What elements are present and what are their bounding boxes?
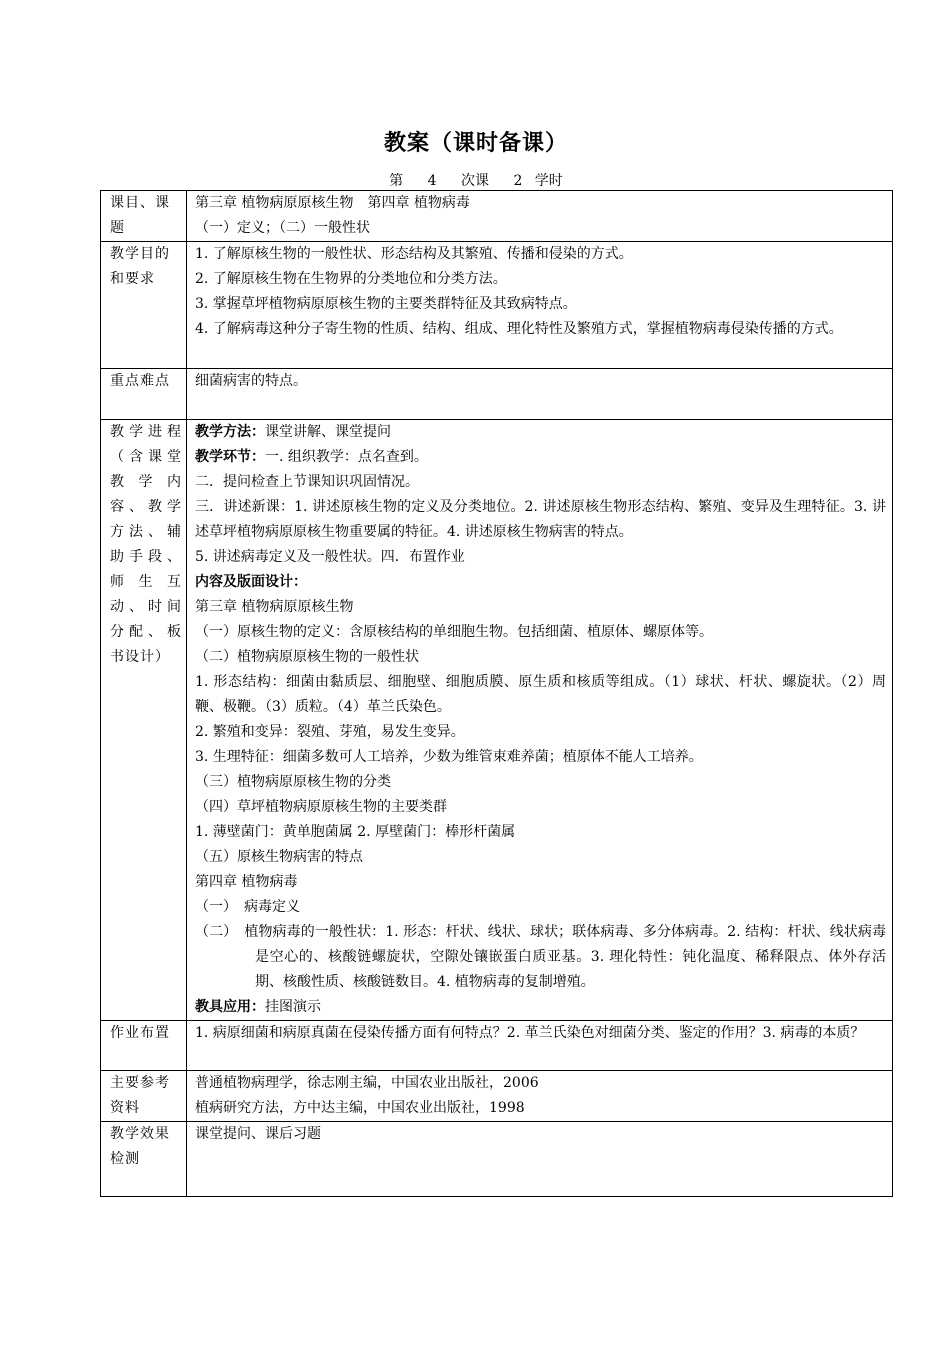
- content-key: [187, 369, 893, 420]
- design-line: 3. 生理特征：细菌多数可人工培养，少数为维管束难养菌；植原体不能人工培养。: [195, 749, 703, 765]
- eval-text: 课堂提问、课后习题: [195, 1126, 321, 1142]
- content-refs: [187, 1071, 893, 1122]
- steps-key: 教学环节：: [195, 449, 265, 465]
- content-course: [187, 191, 893, 242]
- lesson-info-pre: 第: [389, 173, 404, 189]
- label-eval: 教学效果检测: [101, 1122, 187, 1197]
- goal-item: 4. 了解病毒这种分子寄生物的性质、结构、组成、理化特性及繁殖方式，掌握植物病毒侵染传播的方式。: [195, 321, 843, 337]
- tools-key: 教具应用：: [195, 999, 265, 1015]
- design-line: （四）草坪植物病原原核生物的主要类群: [195, 799, 447, 815]
- row-key: [101, 369, 893, 420]
- label-refs: 主要参考资料: [101, 1071, 187, 1122]
- design-line: 2. 繁殖和变异：裂殖、芽殖，易发生变异。: [195, 724, 465, 740]
- virus-definition: （一） 病毒定义: [195, 899, 300, 915]
- row-process: [101, 420, 893, 1021]
- method-line: [195, 420, 886, 445]
- tools-line: [195, 995, 886, 1020]
- design-line: 1. 薄壁菌门：黄单胞菌属 2. 厚壁菌门：棒形杆菌属: [195, 824, 516, 840]
- reference-item: 植病研究方法，方中达主编，中国农业出版社，1998: [195, 1100, 525, 1116]
- design-line: 第三章 植物病原原核生物: [195, 599, 354, 615]
- row-eval: [101, 1122, 893, 1197]
- lesson-info-mid: 次课: [461, 173, 489, 189]
- row-course: [101, 191, 893, 242]
- content-goals: [187, 242, 893, 369]
- design-line: （一）原核生物的定义：含原核结构的单细胞生物。包括细菌、植原体、螺原体等。: [195, 624, 713, 640]
- homework-text: 1. 病原细菌和病原真菌在侵染传播方面有何特点？2. 革兰氏染色对细菌分类、鉴定的作用？3. 病毒的本质？: [195, 1025, 865, 1041]
- steps-value: 一. 组织教学：点名查到。: [265, 449, 428, 465]
- reference-item: 普通植物病理学，徐志刚主编，中国农业出版社，2006: [195, 1075, 539, 1091]
- steps-line: [195, 445, 886, 470]
- content-homework: [187, 1021, 893, 1071]
- lesson-number: 4: [427, 173, 437, 189]
- lesson-hours: 2 学时: [513, 173, 563, 189]
- process-line: 二．提问检查上节课知识巩固情况。: [195, 474, 419, 490]
- content-eval: [187, 1122, 893, 1197]
- label-homework: 作业布置: [101, 1021, 187, 1071]
- design-line: 第四章 植物病毒: [195, 874, 298, 890]
- label-key: 重点难点: [101, 369, 187, 420]
- key-point: 细菌病害的特点。: [195, 373, 307, 389]
- design-line: （二）植物病原原核生物的一般性状: [195, 649, 419, 665]
- course-line: （一）定义；（二）一般性状: [195, 220, 370, 236]
- goal-item: 2. 了解原核生物在生物界的分类地位和分类方法。: [195, 271, 507, 287]
- design-key: 内容及版面设计：: [195, 574, 307, 590]
- process-line: 5. 讲述病毒定义及一般性状。四．布置作业: [195, 549, 465, 565]
- label-process: 教学进程（含课堂教学内容、教学方法、辅助手段、师生互动、时间分配、板书设计）: [101, 420, 187, 1021]
- virus-properties: （二） 植物病毒的一般性状：1. 形态：杆状、线状、球状；联体病毒、多分体病毒。2. 结构：杆状、线状病毒是空心的、核酸链螺旋状，空隙处镶嵌蛋白质亚基。3. 理化特性：钝化温度、稀释限点、体外存活期、核酸性质、核酸链数目。4. 植物病毒的复制增殖。: [195, 924, 886, 990]
- method-key: 教学方法：: [195, 424, 265, 440]
- goal-item: 1. 了解原核生物的一般性状、形态结构及其繁殖、传播和侵染的方式。: [195, 246, 633, 262]
- goal-item: 3. 掌握草坪植物病原原核生物的主要类群特征及其致病特点。: [195, 296, 577, 312]
- content-process: [187, 420, 893, 1021]
- design-line: 1. 形态结构：细菌由黏质层、细胞壁、细胞质膜、原生质和核质等组成。（1）球状、杆状、螺旋状。（2）周鞭、极鞭。（3）质粒。（4）革兰氏染色。: [195, 674, 886, 715]
- design-line: （五）原核生物病害的特点: [195, 849, 363, 865]
- row-refs: [101, 1071, 893, 1122]
- method-value: 课堂讲解、课堂提问: [265, 424, 391, 440]
- course-line: 第三章 植物病原原核生物 第四章 植物病毒: [195, 195, 470, 211]
- process-line: 三．讲述新课：1. 讲述原核生物的定义及分类地位。2. 讲述原核生物形态结构、繁殖、变异及生理特征。3. 讲述草坪植物病原原核生物重要属的特征。4. 讲述原核生物病害的特点。: [195, 499, 886, 540]
- design-heading: [195, 570, 886, 595]
- lesson-info: [0, 170, 952, 190]
- row-goals: [101, 242, 893, 369]
- lesson-plan-table: [100, 190, 893, 1197]
- document-title: 教案（课时备课）: [383, 130, 568, 156]
- row-homework: [101, 1021, 893, 1071]
- label-course: 课目、课题: [101, 191, 187, 242]
- design-line: （三）植物病原原核生物的分类: [195, 774, 391, 790]
- label-goals: 教学目的和要求: [101, 242, 187, 369]
- tools-value: 挂图演示: [265, 999, 321, 1015]
